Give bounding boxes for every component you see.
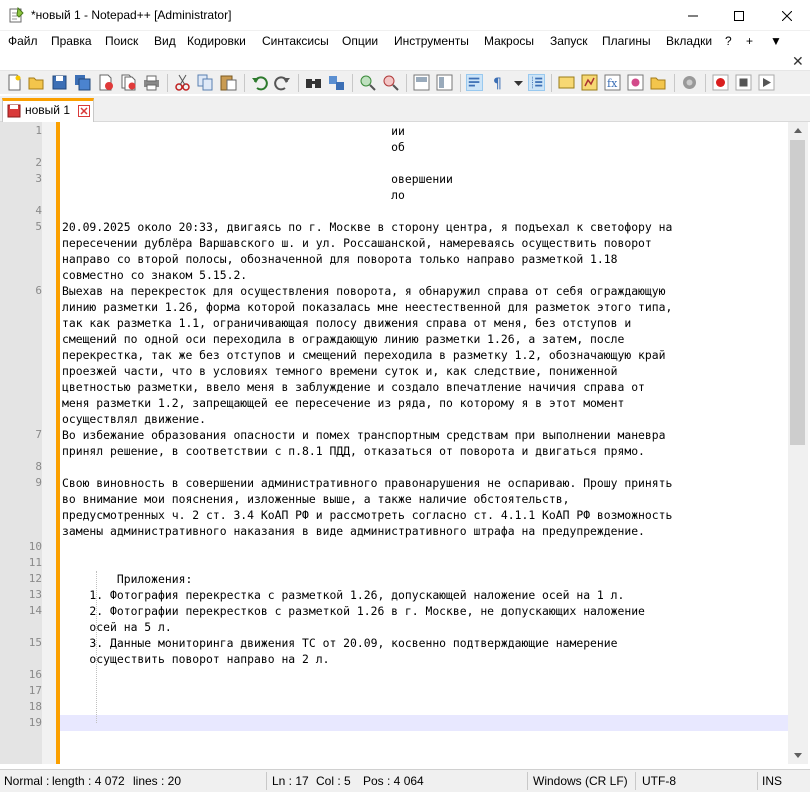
- code-line[interactable]: ии: [62, 124, 405, 138]
- undo-icon[interactable]: [251, 74, 268, 91]
- line-number: 10: [28, 540, 42, 553]
- menu-tools[interactable]: Инструменты: [394, 34, 469, 48]
- line-number: 2: [35, 156, 42, 169]
- sync-vertical-icon[interactable]: [413, 74, 430, 91]
- toolbar-separator: [551, 74, 552, 92]
- line-number: 9: [35, 476, 42, 489]
- toolbar-separator: [167, 74, 168, 92]
- scroll-up-button[interactable]: [788, 122, 808, 139]
- maximize-icon: [734, 11, 744, 21]
- code-line[interactable]: Выехав на перекресток для осуществления поворота, я обнаружил справа от себя ограждающую: [62, 284, 666, 298]
- scrollbar-thumb[interactable]: [790, 140, 805, 445]
- close-icon: [782, 11, 792, 21]
- title-bar: [0, 0, 810, 31]
- code-line[interactable]: 3. Данные мониторинга движения ТС от 20.09, косвенно подтверждающие намерение: [62, 636, 618, 650]
- window-title: *новый 1 - Notepad++ [Administrator]: [31, 8, 232, 22]
- copy-icon[interactable]: [197, 74, 214, 91]
- close-document-icon[interactable]: ✕: [792, 53, 804, 69]
- doc-list-icon[interactable]: [650, 74, 667, 91]
- line-number: 5: [35, 220, 42, 233]
- line-number: 1: [35, 124, 42, 137]
- menu-add[interactable]: +: [746, 34, 754, 48]
- status-separator: [757, 772, 758, 790]
- toolbar-separator: [352, 74, 353, 92]
- code-line[interactable]: Свою виновность в совершении административного правонарушения не оспариваю. Прошу принять: [62, 476, 673, 490]
- save-icon[interactable]: [51, 74, 68, 91]
- line-number: 13: [28, 588, 42, 601]
- line-number: 17: [28, 684, 42, 697]
- find-icon[interactable]: [305, 74, 322, 91]
- chevron-up-icon: [794, 128, 802, 133]
- play-macro-icon[interactable]: [758, 74, 775, 91]
- sync-horizontal-icon[interactable]: [436, 74, 453, 91]
- line-number: 6: [35, 284, 42, 297]
- record-macro-icon[interactable]: [712, 74, 729, 91]
- toolbar-separator: [460, 74, 461, 92]
- replace-icon[interactable]: [328, 74, 345, 91]
- line-number: 19: [28, 716, 42, 729]
- close-all-icon[interactable]: [120, 74, 137, 91]
- tab-close-icon[interactable]: [78, 105, 90, 117]
- indent-guide-icon[interactable]: [528, 74, 545, 91]
- code-line[interactable]: 2. Фотографии перекрестков с разметкой 1.26 в г. Москве, не допускающих наложение: [62, 604, 645, 618]
- line-number: 15: [28, 636, 42, 649]
- maximize-button[interactable]: [716, 0, 762, 31]
- code-line[interactable]: овершении: [62, 172, 453, 186]
- code-line[interactable]: направо со второй полосы, обозначенной для поворота только направо разметкой 1.18: [62, 252, 618, 266]
- redo-icon[interactable]: [274, 74, 291, 91]
- tab-label: новый 1: [25, 103, 71, 117]
- current-line-highlight: [60, 715, 788, 731]
- code-line[interactable]: проезжей части, что в условиях темного времени суток и, как следствие, пониженной: [62, 364, 618, 378]
- status-doc-type: Normal :: [4, 774, 53, 788]
- open-file-icon[interactable]: [28, 74, 45, 91]
- menu-language[interactable]: Синтаксисы: [262, 34, 329, 48]
- code-line[interactable]: Приложения:: [62, 572, 193, 586]
- code-line[interactable]: меня разметки 1.2, запрещающей ее пересечение из ряда, по которому я в этот момент: [62, 396, 625, 410]
- document-map-icon[interactable]: [581, 74, 598, 91]
- menu-search[interactable]: Поиск: [105, 34, 139, 48]
- toolbar: [0, 70, 810, 94]
- status-separator: [635, 772, 636, 790]
- code-line[interactable]: принял решение, в соответствии с п.8.1 ПДД, отказаться от поворота и двигаться прямо.: [62, 444, 645, 458]
- line-number: 18: [28, 700, 42, 713]
- menu-plugins[interactable]: Плагины: [602, 34, 651, 48]
- menu-view[interactable]: Вид: [154, 34, 176, 48]
- vertical-scrollbar[interactable]: [788, 122, 808, 764]
- close-window-button[interactable]: [764, 0, 810, 31]
- menu-help[interactable]: ?: [725, 34, 732, 48]
- scroll-down-button[interactable]: [788, 747, 808, 764]
- user-defined-lang-icon[interactable]: [558, 74, 575, 91]
- save-all-icon[interactable]: [74, 74, 91, 91]
- menu-macro[interactable]: Макросы: [484, 34, 535, 48]
- editor-area[interactable]: [0, 122, 788, 764]
- menu-dropdown[interactable]: ▼: [770, 34, 782, 48]
- line-number: 16: [28, 668, 42, 681]
- status-separator: [266, 772, 267, 790]
- minimize-button[interactable]: [670, 0, 716, 31]
- status-separator: [527, 772, 528, 790]
- menu-window[interactable]: Вкладки: [666, 34, 713, 48]
- line-number: 12: [28, 572, 42, 585]
- code-line[interactable]: предусмотренных ч. 2 ст. 3.4 КоАП РФ и рассмотреть согласно ст. 4.1.1 КоАП РФ возможность: [62, 508, 673, 522]
- stop-macro-icon[interactable]: [735, 74, 752, 91]
- code-line[interactable]: так как разметка 1.1, ограничивающая полосу движения справа от меня, без отступов и: [62, 316, 632, 330]
- minimize-icon: [688, 11, 698, 21]
- code-line[interactable]: осуществить поворот направо на 2 л.: [62, 652, 330, 666]
- code-line[interactable]: 1. Фотография перекрестка с разметкой 1.26, допускающей наложение осей на 1 л.: [62, 588, 625, 602]
- code-line[interactable]: пересечении дублёра Варшавского ш. и ул. Россашанской, намереваясь осуществить поворот: [62, 236, 652, 250]
- fold-margin: [42, 122, 56, 764]
- notepad-app-icon: [8, 7, 24, 23]
- status-bar: [0, 769, 810, 792]
- toolbar-separator: [705, 74, 706, 92]
- code-line[interactable]: цветностью разметки, ввело меня в заблуждение и создало впечатление начичия справа от: [62, 380, 645, 394]
- cut-icon[interactable]: [174, 74, 191, 91]
- zoom-in-icon[interactable]: [359, 74, 376, 91]
- code-line[interactable]: осуществлял движение.: [62, 412, 207, 426]
- status-length: length : 4 072: [52, 774, 125, 788]
- print-icon[interactable]: [143, 74, 160, 91]
- monitoring-icon[interactable]: [681, 74, 698, 91]
- chevron-down-icon: [794, 753, 802, 758]
- code-line[interactable]: об: [62, 140, 405, 154]
- menu-file[interactable]: Файл: [8, 34, 38, 48]
- code-line[interactable]: Во избежание образования опасности и помех транспортным средствам при выполнении маневра: [62, 428, 666, 442]
- code-line[interactable]: смещений по одной оси переходила в ограждающую линию разметки 1.26, а затем, после: [62, 332, 625, 346]
- unsaved-file-icon: [7, 104, 21, 118]
- toolbar-separator: [406, 74, 407, 92]
- folder-workspace-icon[interactable]: [627, 74, 644, 91]
- line-number-gutter: [0, 122, 42, 764]
- line-number: 11: [28, 556, 42, 569]
- change-history-bar: [56, 122, 60, 764]
- line-number: 4: [35, 204, 42, 217]
- code-line[interactable]: во внимание мои пояснения, изложенные выше, а также наличие обстоятельств,: [62, 492, 570, 506]
- toolbar-separator: [244, 74, 245, 92]
- status-line: Ln : 17: [272, 774, 309, 788]
- code-line[interactable]: перекрестка, так же без отступов и смещений переходила в разметку 1.2, обозначающую край: [62, 348, 666, 362]
- code-line[interactable]: замены административного наказания в виде административного штрафа на предупреждение.: [62, 524, 645, 538]
- line-number: 3: [35, 172, 42, 185]
- code-line[interactable]: ло: [62, 188, 405, 202]
- word-wrap-icon[interactable]: [466, 74, 483, 91]
- menu-encoding[interactable]: Кодировки: [187, 34, 246, 48]
- zoom-out-icon[interactable]: [382, 74, 399, 91]
- tab-document[interactable]: [2, 98, 94, 122]
- dropdown-arrow-icon[interactable]: [510, 74, 527, 91]
- paste-icon[interactable]: [220, 74, 237, 91]
- code-line[interactable]: линию разметки 1.26, форма которой показалась мне неестественной для разметок этого типа,: [62, 300, 673, 314]
- status-encoding[interactable]: UTF-8: [642, 774, 676, 788]
- show-all-chars-icon[interactable]: [490, 74, 507, 91]
- status-insert-mode[interactable]: INS: [762, 774, 783, 788]
- indent-guide: [96, 571, 97, 723]
- status-column: Col : 5: [316, 774, 351, 788]
- toolbar-separator: [298, 74, 299, 92]
- code-line[interactable]: осей на 5 л.: [62, 620, 172, 634]
- new-file-icon[interactable]: [6, 74, 23, 91]
- line-number: 14: [28, 604, 42, 617]
- menu-run[interactable]: Запуск: [550, 34, 588, 48]
- function-list-icon[interactable]: [604, 74, 621, 91]
- code-line[interactable]: совместно со знаком 5.15.2.: [62, 268, 248, 282]
- tab-bar: [0, 96, 810, 122]
- toolbar-separator: [674, 74, 675, 92]
- status-position: Pos : 4 064: [363, 774, 424, 788]
- status-lines: lines : 20: [133, 774, 182, 788]
- svg-text:¶: ¶: [493, 76, 502, 91]
- menu-settings[interactable]: Опции: [342, 34, 379, 48]
- status-eol[interactable]: Windows (CR LF): [533, 774, 628, 788]
- menu-bar: [0, 31, 810, 51]
- menu-edit[interactable]: Правка: [51, 34, 92, 48]
- line-number: 7: [35, 428, 42, 441]
- code-line[interactable]: 20.09.2025 около 20:33, двигаясь по г. Москве в сторону центра, я подъехал к светофору на: [62, 220, 673, 234]
- line-number: 8: [35, 460, 42, 473]
- svg-text:fx: fx: [607, 77, 618, 90]
- close-file-icon[interactable]: [97, 74, 114, 91]
